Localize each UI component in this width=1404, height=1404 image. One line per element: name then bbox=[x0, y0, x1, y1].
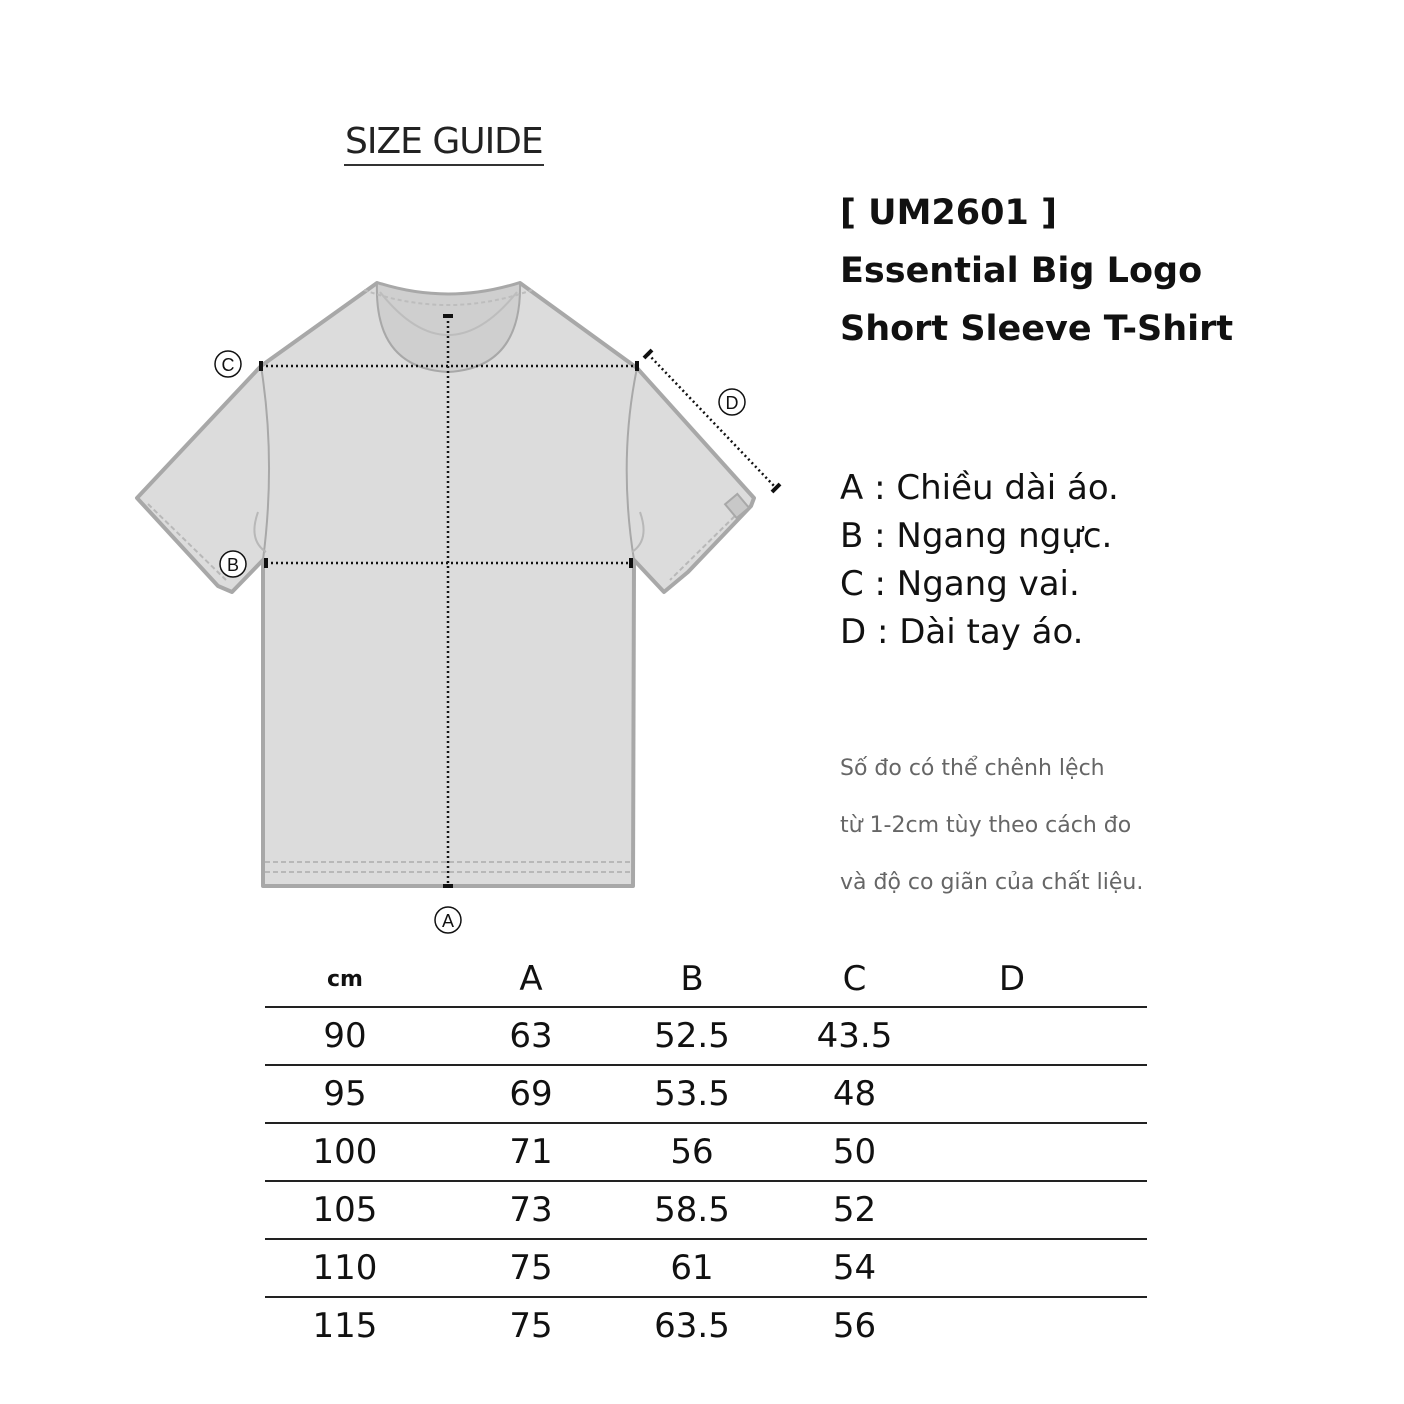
legend-item-a: A : Chiều dài áo. bbox=[840, 468, 1119, 508]
cell-b: 52.5 bbox=[637, 1007, 747, 1065]
label-d: D bbox=[725, 393, 739, 413]
label-a: A bbox=[441, 911, 455, 931]
cell-spacer bbox=[1062, 1007, 1147, 1065]
measurement-note bbox=[840, 740, 1143, 911]
cell-c: 52 bbox=[747, 1181, 962, 1239]
label-c: C bbox=[221, 355, 235, 375]
table-row bbox=[265, 1239, 1147, 1297]
label-b-marker bbox=[220, 551, 246, 577]
note-line: Số đo có thể chênh lệch bbox=[840, 756, 1105, 781]
size-table bbox=[265, 952, 1147, 1354]
product-name-line2: Short Sleeve T-Shirt bbox=[840, 309, 1234, 349]
cell-c: 56 bbox=[832, 1306, 877, 1346]
label-c-marker bbox=[215, 351, 241, 377]
cell-spacer bbox=[1062, 1181, 1147, 1239]
header-b: B bbox=[637, 952, 747, 1007]
cell-size: 90 bbox=[265, 1007, 425, 1065]
cell-d bbox=[962, 1239, 1062, 1297]
cell-c: 50 bbox=[747, 1123, 962, 1181]
legend-item-b: B : Ngang ngực. bbox=[840, 516, 1113, 556]
table-row bbox=[265, 1123, 1147, 1181]
cell-a: 73 bbox=[425, 1181, 637, 1239]
cell-a: 75 bbox=[425, 1239, 637, 1297]
cell-spacer bbox=[1062, 1239, 1147, 1297]
header-c: C bbox=[747, 952, 962, 1007]
cell-a: 75 bbox=[509, 1306, 553, 1346]
cell-b: 58.5 bbox=[637, 1181, 747, 1239]
cell-d bbox=[962, 1181, 1062, 1239]
cell-size: 110 bbox=[265, 1239, 425, 1297]
cell-d bbox=[962, 1297, 1062, 1354]
product-code: [ UM2601 ] bbox=[840, 193, 1058, 233]
legend-item-d: D : Dài tay áo. bbox=[840, 612, 1084, 652]
cell-c: 54 bbox=[747, 1239, 962, 1297]
header-unit: cm bbox=[265, 952, 425, 1007]
cell-b: 61 bbox=[637, 1239, 747, 1297]
header-d: D bbox=[962, 952, 1062, 1007]
cell-size: 115 bbox=[312, 1306, 378, 1346]
legend-item-c: C : Ngang vai. bbox=[840, 564, 1080, 604]
size-table-header bbox=[265, 952, 1147, 1007]
product-name-line1: Essential Big Logo bbox=[840, 251, 1203, 291]
table-row bbox=[265, 1181, 1147, 1239]
cell-a: 69 bbox=[425, 1065, 637, 1123]
cell-c: 48 bbox=[747, 1065, 962, 1123]
header-spacer bbox=[1062, 952, 1147, 1007]
cell-spacer bbox=[1062, 1297, 1147, 1354]
cell-a: 63 bbox=[425, 1007, 637, 1065]
measurement-legend bbox=[840, 464, 1119, 656]
label-a-marker bbox=[435, 907, 461, 933]
note-line: và độ co giãn của chất liệu. bbox=[840, 870, 1144, 895]
header-a: A bbox=[425, 952, 637, 1007]
note-line: từ 1-2cm tùy theo cách đo bbox=[840, 813, 1132, 838]
cell-b: 63.5 bbox=[654, 1306, 730, 1346]
cell-c: 43.5 bbox=[747, 1007, 962, 1065]
cell-d bbox=[962, 1123, 1062, 1181]
cell-size: 95 bbox=[265, 1065, 425, 1123]
cell-b: 56 bbox=[637, 1123, 747, 1181]
table-row bbox=[265, 1297, 1147, 1354]
cell-spacer bbox=[1062, 1123, 1147, 1181]
table-row bbox=[265, 1065, 1147, 1123]
cell-d bbox=[962, 1065, 1062, 1123]
table-row bbox=[265, 1007, 1147, 1065]
cell-a: 71 bbox=[425, 1123, 637, 1181]
page-title: SIZE GUIDE bbox=[344, 120, 544, 166]
cell-size: 105 bbox=[265, 1181, 425, 1239]
cell-d bbox=[962, 1007, 1062, 1065]
cell-size: 100 bbox=[265, 1123, 425, 1181]
label-d-marker bbox=[719, 389, 745, 415]
cell-spacer bbox=[1062, 1065, 1147, 1123]
label-b: B bbox=[226, 555, 240, 575]
cell-b: 53.5 bbox=[637, 1065, 747, 1123]
